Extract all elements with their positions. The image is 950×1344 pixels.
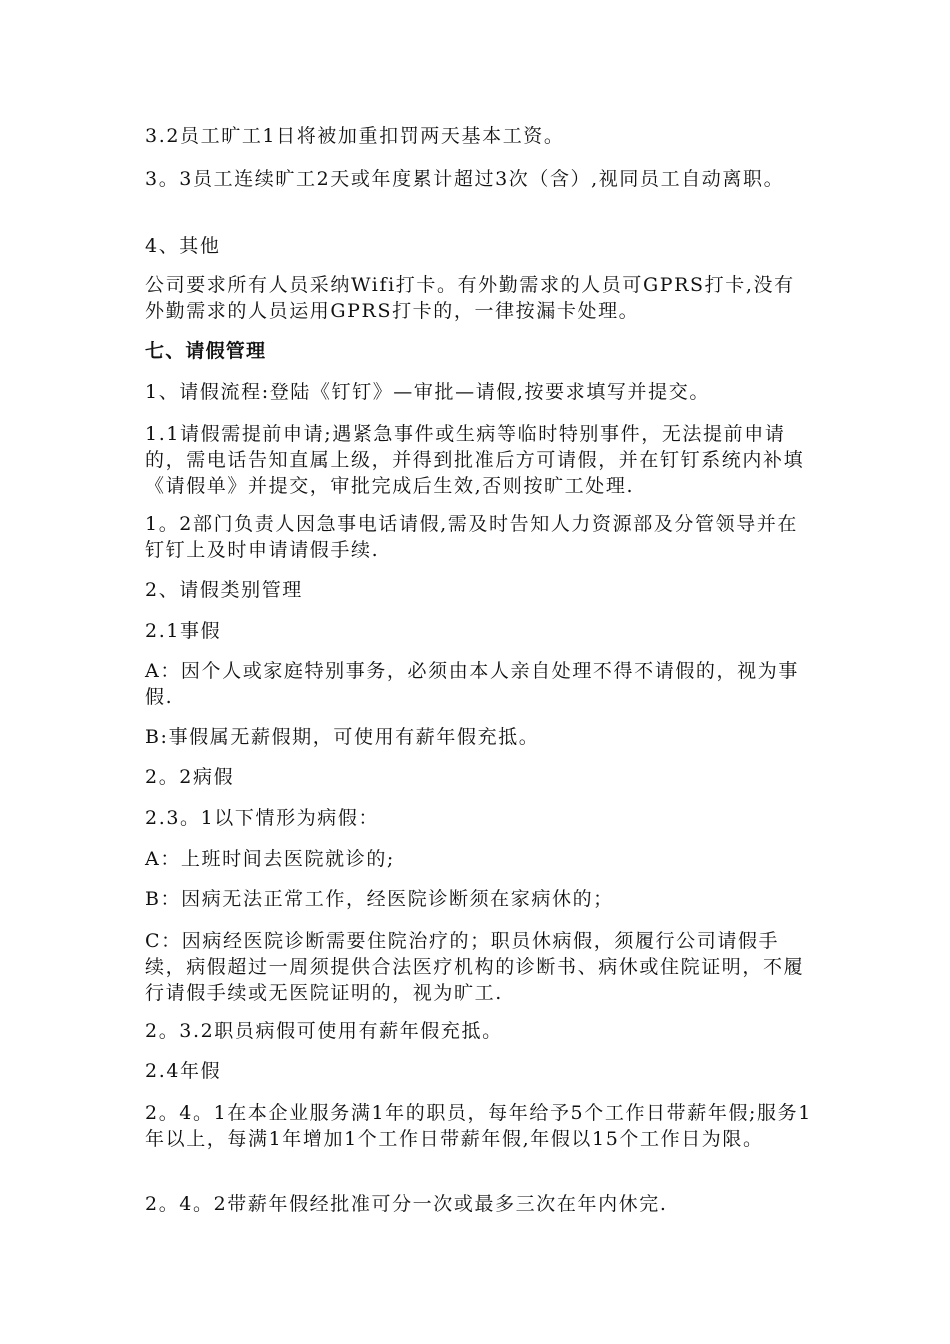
- paragraph-personal-leave-a: A：因个人或家庭特别事务，必须由本人亲自处理不得不请假的，视为事假.: [145, 660, 799, 708]
- paragraph-sick-leave-offset: 2。3.2职员病假可使用有薪年假充抵。: [145, 1020, 503, 1042]
- paragraph-3-3: 3。3员工连续旷工2天或年度累计超过3次（含）,视同员工自动离职。: [145, 168, 785, 190]
- paragraph-leave-categories: 2、请假类别管理: [145, 579, 303, 601]
- paragraph-personal-leave: 2.1事假: [145, 620, 222, 642]
- paragraph-annual-leave-1: 2。4。1在本企业服务满1年的职员，每年给予5个工作日带薪年假;服务1年以上，每满1年增加1个工作日带薪年假,年假以15个工作日为限。: [145, 1102, 812, 1150]
- paragraph-3-2: 3.2员工旷工1日将被加重扣罚两天基本工资。: [145, 125, 565, 147]
- paragraph-sick-case-c: C：因病经医院诊断需要住院治疗的；职员休病假，须履行公司请假手续，病假超过一周须提供合法医疗机构的诊断书、病休或住院证明，不履行请假手续或无医院证明的，视为旷工.: [145, 930, 805, 1004]
- paragraph-1-2: 1。2部门负责人因急事电话请假,需及时告知人力资源部及分管领导并在钉钉上及时申请请假手续.: [145, 513, 799, 561]
- section-title-leave-management: 七、请假管理: [145, 340, 267, 362]
- paragraph-leave-process: 1、请假流程:登陆《钉钉》—审批—请假,按要求填写并提交。: [145, 381, 710, 403]
- paragraph-sick-case-a: A：上班时间去医院就诊的;: [145, 848, 395, 870]
- paragraph-1-1: 1.1请假需提前申请;遇紧急事件或生病等临时特别事件，无法提前申请的，需电话告知直属上级，并得到批准后方可请假，并在钉钉系统内补填《请假单》并提交，审批完成后生效,否则按旷工处理.: [145, 423, 805, 497]
- paragraph-wifi-rule: 公司要求所有人员采纳Wifi打卡。有外勤需求的人员可GPRS打卡,没有外勤需求的人员运用GPRS打卡的，一律按漏卡处理。: [145, 274, 795, 322]
- paragraph-annual-leave-2: 2。4。2带薪年假经批准可分一次或最多三次在年内休完.: [145, 1193, 668, 1215]
- paragraph-4-heading: 4、其他: [145, 235, 221, 257]
- paragraph-annual-leave: 2.4年假: [145, 1060, 222, 1082]
- paragraph-sick-leave: 2。2病假: [145, 766, 235, 788]
- paragraph-personal-leave-b: B:事假属无薪假期，可使用有薪年假充抵。: [145, 726, 540, 748]
- paragraph-sick-case-b: B：因病无法正常工作，经医院诊断须在家病休的；: [145, 888, 614, 910]
- paragraph-sick-leave-cases: 2.3。1以下情形为病假：: [145, 807, 380, 829]
